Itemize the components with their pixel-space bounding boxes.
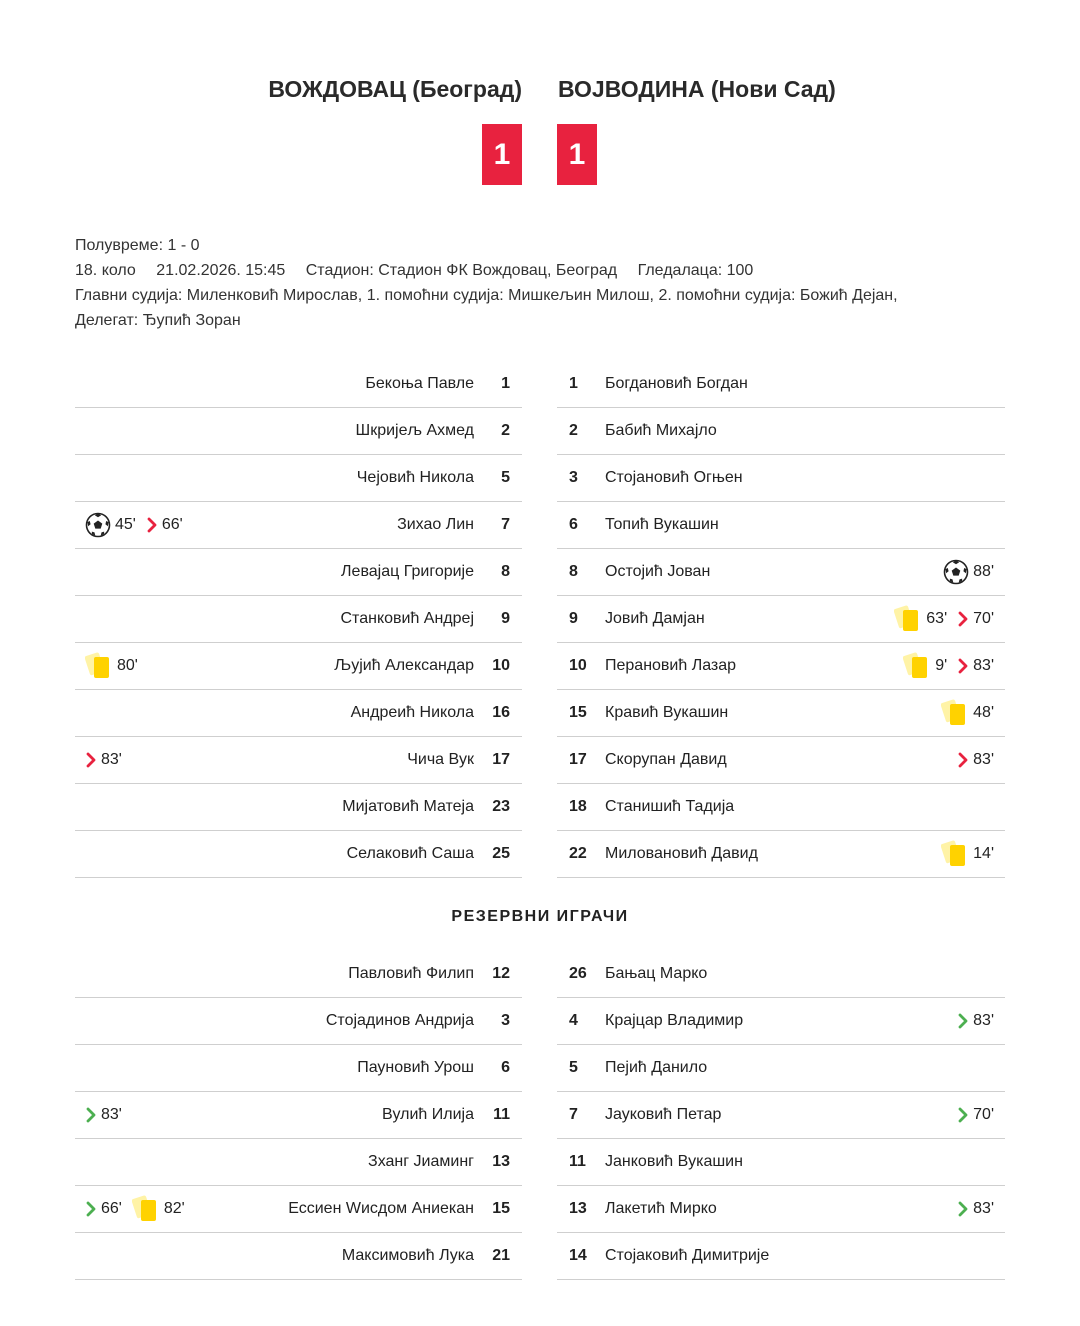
sub-in-arrow-icon — [957, 1107, 973, 1123]
event-sub-in — [85, 1200, 122, 1218]
event-sub-in — [957, 1200, 994, 1218]
player-number: 18 — [569, 798, 587, 815]
yellow-card-icon — [941, 839, 973, 869]
starter-away-row — [557, 642, 1005, 690]
player-name[interactable]: Шкријељ Ахмед — [355, 422, 474, 439]
player-number: 8 — [501, 563, 510, 580]
sub-out-arrow-icon — [957, 752, 973, 768]
player-number: 16 — [492, 704, 510, 721]
event-minute: 14' — [973, 844, 994, 862]
event-yellow — [132, 1194, 185, 1224]
player-number: 26 — [569, 965, 587, 982]
player-name[interactable]: Зихао Лин — [397, 516, 474, 533]
player-events — [85, 1185, 195, 1232]
player-name[interactable]: Перановић Лазар — [605, 657, 737, 674]
starter-home-row — [75, 783, 522, 831]
player-name[interactable]: Богдановић Богдан — [605, 375, 748, 392]
player-number: 4 — [569, 1012, 578, 1029]
player-events — [893, 642, 994, 689]
player-name[interactable]: Лакетић Мирко — [605, 1200, 717, 1217]
event-sub-in — [85, 1106, 122, 1124]
starter-away-row — [557, 783, 1005, 831]
player-number: 1 — [501, 375, 510, 392]
player-name[interactable]: Скорупан Давид — [605, 751, 727, 768]
starter-away-row — [557, 830, 1005, 878]
player-name[interactable]: Остојић Јован — [605, 563, 711, 580]
player-number: 6 — [501, 1059, 510, 1076]
player-name[interactable]: Пауновић Урош — [357, 1059, 474, 1076]
player-name[interactable]: Вулић Илија — [382, 1106, 474, 1123]
sub-out-arrow-icon — [85, 752, 101, 768]
event-minute: 48' — [973, 703, 994, 721]
player-number: 5 — [501, 469, 510, 486]
player-number: 1 — [569, 375, 578, 392]
sub-in-arrow-icon — [957, 1013, 973, 1029]
player-name[interactable]: Јанковић Вукашин — [605, 1153, 743, 1170]
player-name[interactable]: Бањац Марко — [605, 965, 708, 982]
player-number: 14 — [569, 1247, 587, 1264]
goal-ball-icon — [85, 512, 115, 538]
player-number: 13 — [492, 1153, 510, 1170]
event-minute: 63' — [926, 609, 948, 627]
home-score: 1 — [482, 124, 522, 185]
event-goal — [943, 559, 994, 585]
yellow-card-icon — [85, 651, 117, 681]
reserve-home-row — [75, 1091, 522, 1139]
halftime-score: Полувреме: 1 - 0 — [75, 237, 200, 254]
player-name[interactable]: Селаковић Саша — [346, 845, 474, 862]
starter-away-row — [557, 736, 1005, 784]
reserve-home-row — [75, 1138, 522, 1186]
player-events — [931, 830, 994, 877]
player-name[interactable]: Јауковић Петар — [605, 1106, 722, 1123]
starter-away-row — [557, 595, 1005, 643]
player-name[interactable]: Стојановић Огњен — [605, 469, 743, 486]
player-events — [85, 736, 132, 783]
player-name[interactable]: Миловановић Давид — [605, 845, 758, 862]
player-number: 9 — [569, 610, 578, 627]
reserve-home-row — [75, 950, 522, 998]
player-number: 17 — [492, 751, 510, 768]
attendance-label: Гледалаца: 100 — [637, 262, 754, 279]
player-events — [933, 548, 994, 595]
reserves-title: РЕЗЕРВНИ ИГРАЧИ — [451, 908, 629, 925]
event-yellow — [894, 604, 947, 634]
player-name[interactable]: Станковић Андреј — [340, 610, 474, 627]
player-name[interactable]: Стојаковић Димитрије — [605, 1247, 770, 1264]
starter-away-row — [557, 501, 1005, 549]
starter-away-row — [557, 689, 1005, 737]
event-sub-out — [957, 751, 994, 769]
player-number: 10 — [492, 657, 510, 674]
player-number: 11 — [569, 1153, 586, 1170]
player-events — [947, 997, 994, 1044]
starter-home-row — [75, 454, 522, 502]
home-team-name[interactable]: ВОЖДОВАЦ (Београд) — [268, 76, 522, 102]
starter-home-row — [75, 736, 522, 784]
sub-in-arrow-icon — [957, 1201, 973, 1217]
player-number: 7 — [569, 1106, 578, 1123]
player-name[interactable]: Бекоња Павле — [365, 375, 474, 392]
player-number: 9 — [501, 610, 510, 627]
goal-ball-icon — [943, 559, 973, 585]
player-name[interactable]: Мијатовић Матеја — [342, 798, 474, 815]
event-yellow — [941, 839, 994, 869]
reserve-away-row — [557, 950, 1005, 998]
player-name[interactable]: Кравић Вукашин — [605, 704, 729, 721]
player-name[interactable]: Топић Вукашин — [605, 516, 719, 533]
player-number: 21 — [492, 1247, 510, 1264]
event-sub-in — [957, 1106, 994, 1124]
reserve-away-row — [557, 1138, 1005, 1186]
player-name[interactable]: Андреић Никола — [350, 704, 474, 721]
away-score: 1 — [557, 124, 597, 185]
player-number: 15 — [492, 1200, 510, 1217]
player-events — [85, 642, 148, 689]
sub-in-arrow-icon — [85, 1201, 101, 1217]
player-number: 10 — [569, 657, 587, 674]
player-number: 2 — [501, 422, 510, 439]
match-info — [75, 233, 975, 333]
sub-out-arrow-icon — [146, 517, 162, 533]
starter-away-row — [557, 454, 1005, 502]
team-header — [0, 76, 1080, 106]
starter-home-row — [75, 689, 522, 737]
away-team-name[interactable]: ВОЈВОДИНА (Нови Сад) — [558, 76, 836, 102]
event-goal — [85, 512, 136, 538]
player-events — [85, 1091, 132, 1138]
event-minute: 80' — [117, 656, 138, 674]
reserve-away-row — [557, 1091, 1005, 1139]
player-events — [884, 595, 994, 642]
delegate-label: Делегат: Ђупић Зоран — [75, 312, 241, 329]
player-name[interactable]: Јовић Дамјан — [605, 610, 705, 627]
player-name[interactable]: Чејовић Никола — [356, 469, 474, 486]
event-minute: 45' — [115, 515, 136, 533]
player-name[interactable]: Леваjац Григорије — [341, 563, 474, 580]
sub-in-arrow-icon — [85, 1107, 101, 1123]
player-events — [947, 736, 994, 783]
player-number: 13 — [569, 1200, 587, 1217]
event-sub-out — [957, 610, 994, 628]
round-label: 18. коло — [75, 262, 136, 279]
yellow-card-icon — [132, 1194, 164, 1224]
starter-away-row — [557, 360, 1005, 408]
event-minute: 83' — [973, 750, 994, 768]
starter-home-row — [75, 595, 522, 643]
player-name[interactable]: Љујић Александар — [334, 657, 474, 674]
player-name[interactable]: Стојадинов Андрија — [325, 1012, 474, 1029]
starter-home-row — [75, 830, 522, 878]
event-yellow — [903, 651, 947, 681]
player-number: 7 — [501, 516, 510, 533]
player-number: 6 — [569, 516, 578, 533]
starter-home-row — [75, 360, 522, 408]
event-minute: 66' — [161, 515, 183, 533]
reserve-away-row — [557, 1185, 1005, 1233]
player-number: 15 — [569, 704, 587, 721]
event-minute: 82' — [163, 1199, 185, 1217]
player-events — [931, 689, 994, 736]
event-sub-in — [957, 1012, 994, 1030]
player-name[interactable]: Зханг Јиаминг — [368, 1153, 474, 1170]
stadium-label: Стадион: Стадион ФК Вождовац, Београд — [305, 262, 618, 279]
starter-home-row — [75, 501, 522, 549]
yellow-card-icon — [894, 604, 926, 634]
player-events — [947, 1091, 994, 1138]
yellow-card-icon — [903, 651, 935, 681]
event-minute: 66' — [101, 1199, 122, 1217]
match-datetime: 21.02.2026. 15:45 — [156, 262, 286, 279]
reserve-away-row — [557, 1232, 1005, 1280]
reserve-home-row — [75, 997, 522, 1045]
player-number: 12 — [492, 965, 510, 982]
player-name[interactable]: Крајцар Владимир — [605, 1012, 744, 1029]
player-number: 5 — [569, 1059, 578, 1076]
referees-label: Главни судија: Миленковић Мирослав, 1. помоћни судија: Мишкељин Милош, 2. помоћни судија: Божић Дејан, — [75, 287, 898, 304]
player-number: 3 — [501, 1012, 510, 1029]
starter-home-row — [75, 642, 522, 690]
event-yellow — [85, 651, 138, 681]
player-number: 23 — [492, 798, 510, 815]
yellow-card-icon — [941, 698, 973, 728]
event-minute: 83' — [101, 750, 122, 768]
event-minute: 83' — [973, 656, 994, 674]
player-number: 25 — [492, 845, 510, 862]
event-yellow — [941, 698, 994, 728]
starter-home-row — [75, 548, 522, 596]
event-minute: 70' — [973, 1105, 994, 1123]
player-name[interactable]: Станишић Тадија — [605, 798, 735, 815]
player-name[interactable]: Павловић Филип — [348, 965, 474, 982]
player-name[interactable]: Пејић Данило — [605, 1059, 708, 1076]
reserve-home-row — [75, 1044, 522, 1092]
sub-out-arrow-icon — [957, 611, 973, 627]
player-number: 17 — [569, 751, 587, 768]
player-number: 2 — [569, 422, 578, 439]
event-sub-out — [957, 657, 994, 675]
starter-away-row — [557, 548, 1005, 596]
player-name[interactable]: Ессиен Wисдом Аниекан — [288, 1200, 474, 1217]
match-details — [75, 258, 975, 283]
event-minute: 70' — [973, 609, 994, 627]
player-name[interactable]: Бабић Михајло — [605, 422, 717, 439]
event-sub-out — [146, 516, 183, 534]
sub-out-arrow-icon — [957, 658, 973, 674]
player-number: 8 — [569, 563, 578, 580]
reserve-home-row — [75, 1185, 522, 1233]
player-name[interactable]: Максимовић Лука — [341, 1247, 474, 1264]
starter-away-row — [557, 407, 1005, 455]
event-minute: 9' — [935, 656, 948, 674]
player-number: 3 — [569, 469, 578, 486]
player-number: 11 — [493, 1106, 510, 1123]
reserve-away-row — [557, 1044, 1005, 1092]
event-minute: 83' — [973, 1011, 994, 1029]
event-minute: 83' — [101, 1105, 122, 1123]
event-minute: 88' — [973, 562, 994, 580]
player-number: 22 — [569, 845, 587, 862]
player-name[interactable]: Чича Вук — [407, 751, 474, 768]
starter-home-row — [75, 407, 522, 455]
player-events — [947, 1185, 994, 1232]
reserve-away-row — [557, 997, 1005, 1045]
player-events — [85, 501, 193, 548]
reserve-home-row — [75, 1232, 522, 1280]
event-sub-out — [85, 751, 122, 769]
event-minute: 83' — [973, 1199, 994, 1217]
